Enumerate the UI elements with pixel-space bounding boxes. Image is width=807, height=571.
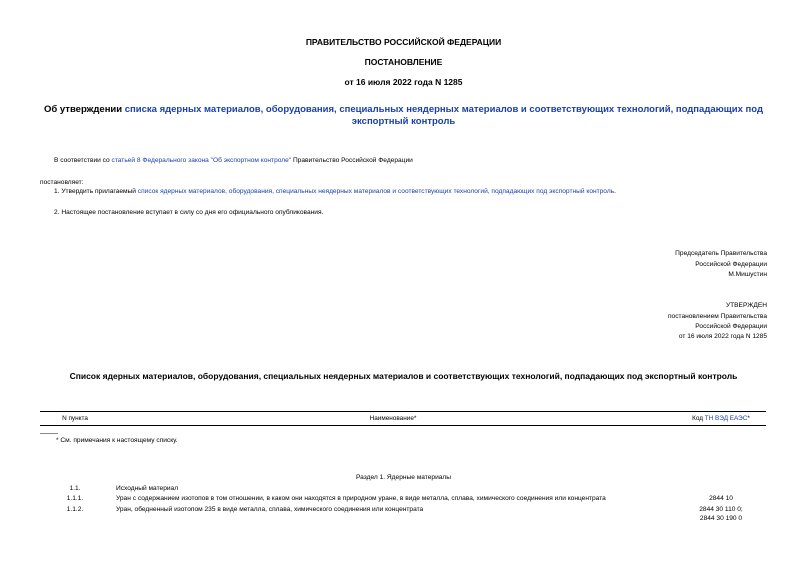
item-1-prefix: 1. Утвердить прилагаемый: [54, 188, 138, 195]
table-header-rule: [40, 425, 766, 426]
row-name: Исходный материал: [116, 485, 179, 492]
table-top-rule: [40, 411, 766, 412]
approved-by: постановлением Правительства: [667, 313, 767, 320]
tnved-link[interactable]: ТН ВЭД ЕАЭС: [704, 415, 748, 422]
resolves-text: постановляет:: [40, 179, 84, 186]
list-title: Список ядерных материалов, оборудования, специальных неядерных материалов и соответствующих технологий, подпадающих под экспортный контроль: [69, 371, 738, 381]
column-header-number: N пункта: [62, 415, 88, 422]
row-number: 1.1.: [69, 485, 81, 492]
intro-prefix: В соответствии со: [54, 157, 112, 164]
approved-heading: УТВЕРЖДЕН: [725, 302, 767, 309]
item-1-suffix: .: [614, 188, 616, 195]
intro-paragraph: [54, 156, 413, 165]
section-heading: Раздел 1. Ядерные материалы: [355, 474, 452, 481]
item-1: [54, 187, 616, 196]
row-name: Уран, обедненный изотопом 235 в виде металла, сплава, химического соединения или концентрата: [116, 506, 424, 513]
document-type: ПОСТАНОВЛЕНИЕ: [364, 57, 443, 67]
law-article-link[interactable]: статьей 8 Федерального закона "Об экспортном контроле": [111, 157, 292, 164]
code-header-prefix: Код: [692, 415, 705, 422]
government-heading: ПРАВИТЕЛЬСТВО РОССИЙСКОЙ ФЕДЕРАЦИИ: [305, 37, 502, 47]
row-code: 2844 30 190 0: [699, 515, 743, 522]
code-header-suffix: *: [747, 415, 750, 422]
column-header-name: Наименование*: [369, 415, 417, 422]
approved-country: Российской Федерации: [695, 323, 767, 330]
row-code: 2844 30 110 0;: [699, 506, 743, 513]
row-name: Уран с содержанием изотопов в том отношении, в каком они находятся в природном уране, в виде металла, сплава, химического соединения или концентрата: [116, 495, 606, 502]
title-link[interactable]: списка ядерных материалов, оборудования, специальных неядерных материалов и соответствующих технологий, подпадающих под экспортный контроль: [124, 104, 763, 127]
row-number: 1.1.1.: [66, 495, 84, 502]
signature-country: Российской Федерации: [695, 261, 767, 268]
title-prefix: Об утверждении: [44, 104, 125, 115]
row-code: 2844 10: [709, 495, 733, 502]
document-title: [30, 104, 777, 128]
item-1-list-link[interactable]: список ядерных материалов, оборудования, специальных неядерных материалов и соответствующих технологий, подпадающих под экспортный контроль: [137, 188, 615, 195]
document-date-number: от 16 июля 2022 года N 1285: [344, 77, 463, 87]
column-header-code: [676, 415, 766, 422]
intro-suffix: Правительство Российской Федерации: [291, 157, 413, 164]
footnote-rule: [40, 433, 58, 434]
approved-date: от 16 июля 2022 года N 1285: [678, 333, 767, 340]
footnote: * См. примечания к настоящему списку.: [56, 437, 178, 444]
row-number: 1.1.2.: [66, 506, 84, 513]
item-2: 2. Настоящее постановление вступает в силу со дня его официального опубликования.: [54, 209, 324, 216]
signature-name: М.Мишустин: [728, 271, 767, 278]
signature-position: Председатель Правительства: [675, 250, 767, 257]
